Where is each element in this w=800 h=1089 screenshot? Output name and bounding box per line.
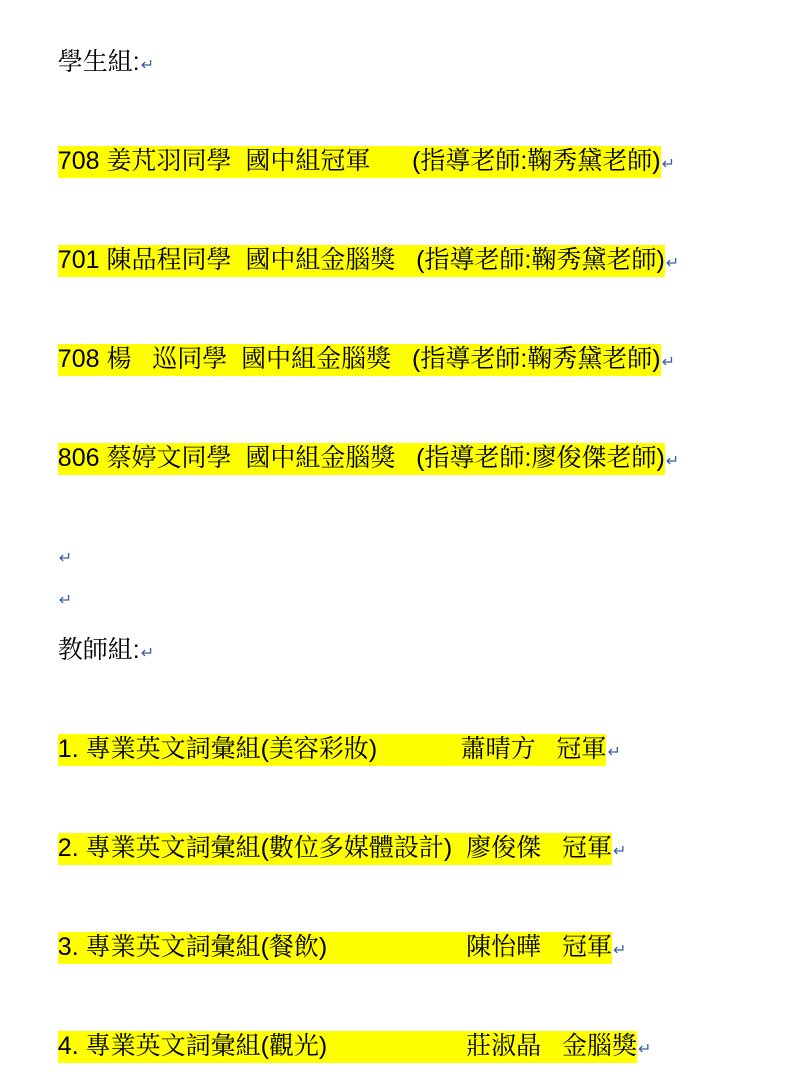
pilcrow-icon: ↵ <box>665 453 680 470</box>
pilcrow-icon: ↵ <box>140 645 155 662</box>
pilcrow-icon: ↵ <box>607 744 621 761</box>
pilcrow-icon: ↵ <box>661 156 676 173</box>
teacher-entry-1 <box>0 709 800 791</box>
pilcrow-icon: ↵ <box>58 592 73 609</box>
blank-line-2 <box>0 560 800 609</box>
pilcrow-icon: ↵ <box>613 942 627 959</box>
student-entry-4-text: 806 蔡婷文同學 國中組金腦獎 (指導老師:廖俊傑老師) <box>58 443 665 475</box>
teacher-entry-1-text: 1. 專業英文詞彙組(美容彩妝) 蕭晴方 冠軍 <box>58 734 607 766</box>
student-entry-1-text: 708 姜芃羽同學 國中組冠軍 (指導老師:鞠秀黛老師) <box>58 146 661 178</box>
pilcrow-icon: ↵ <box>140 57 155 74</box>
blank-line-1 <box>0 518 800 567</box>
teacher-entry-3-text: 3. 專業英文詞彙組(餐飲) 陳怡曄 冠軍 <box>58 932 612 964</box>
teacher-entry-4 <box>0 1006 800 1088</box>
pilcrow-icon: ↵ <box>612 843 627 860</box>
section-heading-student-text: 學生組: <box>57 48 140 76</box>
student-entry-3 <box>0 319 800 401</box>
section-heading-teacher <box>0 610 800 692</box>
pilcrow-icon: ↵ <box>665 255 680 272</box>
section-heading-teacher-text: 教師組: <box>57 636 140 664</box>
pilcrow-icon: ↵ <box>638 1041 652 1058</box>
pilcrow-icon: ↵ <box>661 354 676 371</box>
teacher-entry-3 <box>0 907 800 989</box>
teacher-entry-2 <box>0 808 800 890</box>
student-entry-4 <box>0 418 800 500</box>
student-entry-1 <box>0 121 800 203</box>
student-entry-3-text: 708 楊 巡同學 國中組金腦獎 (指導老師:鞠秀黛老師) <box>58 344 661 376</box>
pilcrow-icon: ↵ <box>58 550 73 567</box>
section-heading-student <box>0 22 800 104</box>
document-page <box>0 22 800 1060</box>
teacher-entry-4-text: 4. 專業英文詞彙組(觀光) 莊淑晶 金腦獎 <box>58 1031 637 1063</box>
student-entry-2 <box>0 220 800 302</box>
student-entry-2-text: 701 陳品程同學 國中組金腦獎 (指導老師:鞠秀黛老師) <box>58 245 665 277</box>
teacher-entry-2-text: 2. 專業英文詞彙組(數位多媒體設計) 廖俊傑 冠軍 <box>58 833 612 865</box>
